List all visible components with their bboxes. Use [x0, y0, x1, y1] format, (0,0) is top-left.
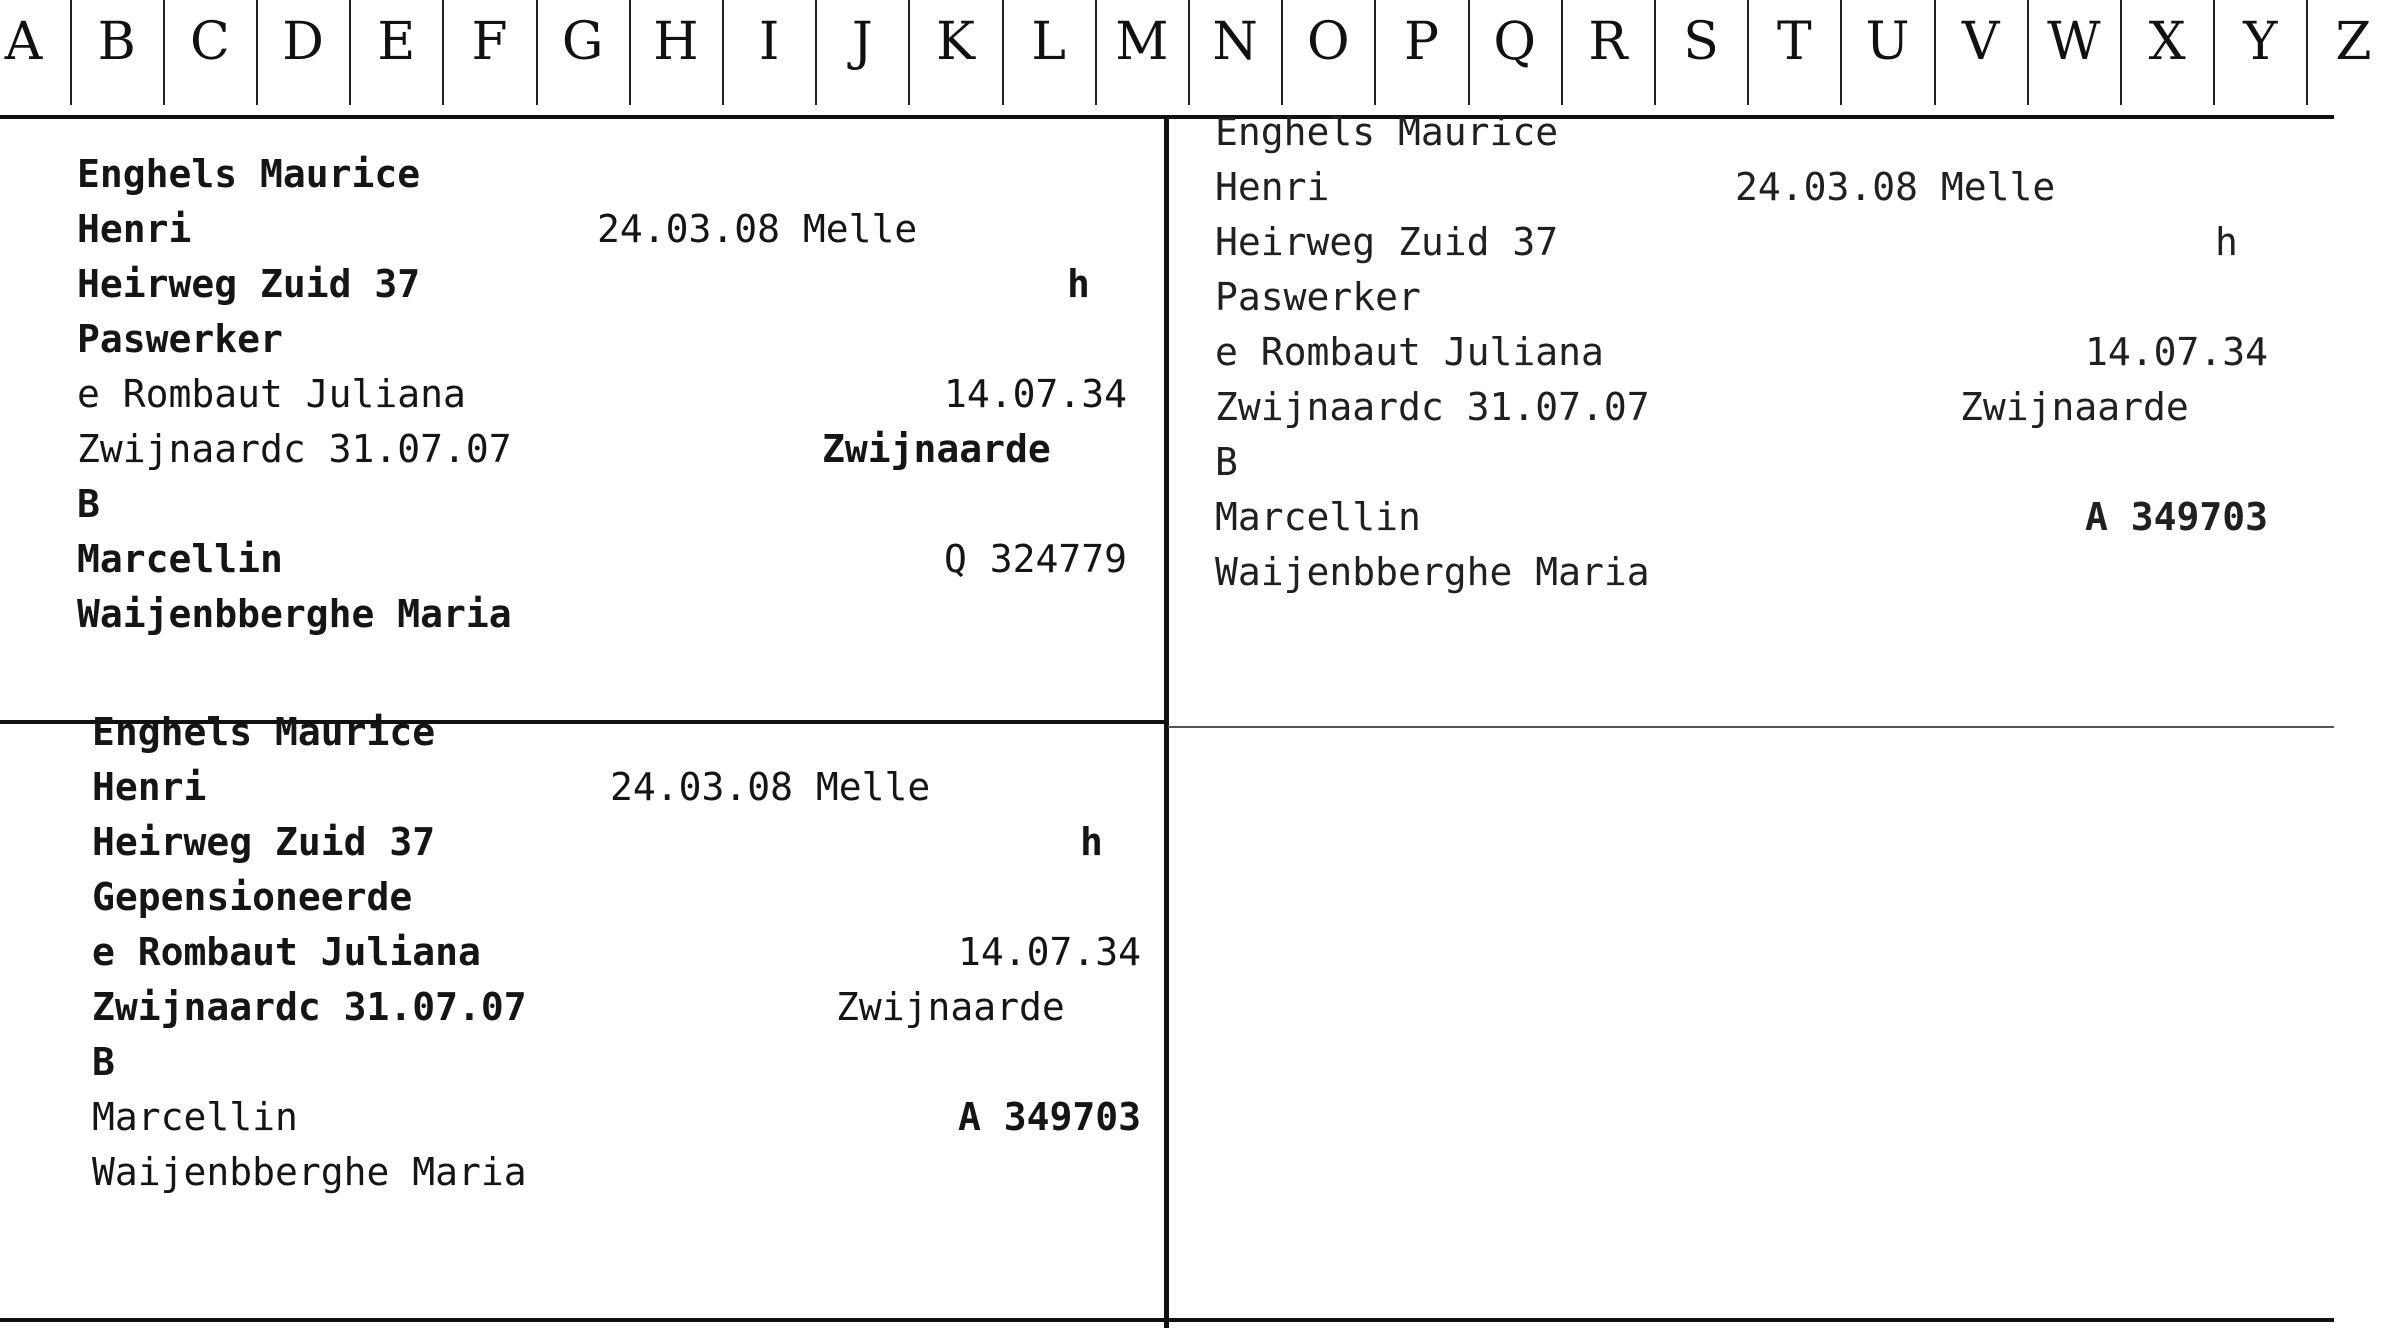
card-mark: h — [1067, 262, 1090, 306]
index-letter-cell — [1934, 0, 2027, 112]
card-first-name: Henri — [1215, 165, 1330, 209]
index-letter-cell — [1375, 0, 1468, 112]
card-spouse-birth: Zwijnaardc 31.07.07 — [77, 427, 512, 471]
index-letter: N — [1212, 12, 1258, 72]
index-letter-cell — [1189, 0, 1282, 112]
card-spouse-birth: Zwijnaardc 31.07.07 — [1215, 385, 1650, 429]
index-letter-cell — [723, 0, 816, 112]
card-first-name: Henri — [92, 765, 207, 809]
card-code: B — [1215, 440, 1238, 484]
card-name: Enghels Maurice — [77, 152, 421, 196]
card-marriage-date: 14.07.34 — [944, 372, 1128, 416]
card-first-name: Henri — [77, 207, 192, 251]
card-spouse: e Rombaut Juliana — [1215, 330, 1604, 374]
card-spouse: e Rombaut Juliana — [77, 372, 466, 416]
index-letter-cell — [1841, 0, 1934, 112]
card-spouse-place: Zwijnaarde — [822, 427, 1051, 471]
index-letter-cell — [1002, 0, 1095, 112]
index-letter-cell — [1748, 0, 1841, 112]
index-letter: W — [2047, 12, 2101, 72]
record-card-bottom-left — [92, 705, 1152, 1205]
card-spouse: e Rombaut Juliana — [92, 930, 481, 974]
index-letter: Y — [2243, 12, 2278, 72]
card-name: Enghels Maurice — [92, 710, 436, 754]
index-letter: P — [1404, 12, 1439, 72]
right-row-divider — [1168, 726, 2334, 728]
index-letter-cell — [909, 0, 1002, 112]
index-letter-cell — [629, 0, 722, 112]
index-letter-cell — [1655, 0, 1748, 112]
index-letter: K — [936, 12, 975, 72]
index-letter-cell — [1095, 0, 1188, 112]
index-letter-cell — [163, 0, 256, 112]
card-occupation: Paswerker — [1215, 275, 1421, 319]
card-address: Heirweg Zuid 37 — [1215, 220, 1559, 264]
card-birth: 24.03.08 Melle — [597, 207, 918, 251]
index-letter: J — [851, 12, 873, 72]
card-number: A 349703 — [958, 1095, 1142, 1139]
index-letter: E — [377, 12, 416, 72]
card-birth: 24.03.08 Melle — [610, 765, 931, 809]
index-letter-cell — [2027, 0, 2120, 112]
card-address: Heirweg Zuid 37 — [77, 262, 421, 306]
index-letter: G — [561, 12, 604, 72]
index-letter-cell — [350, 0, 443, 112]
card-mother: Waijenbberghe Maria — [77, 592, 512, 636]
index-letter: F — [471, 12, 508, 72]
card-occupation: Gepensioneerde — [92, 875, 413, 919]
index-letter-cell — [443, 0, 536, 112]
card-father: Marcellin — [1215, 495, 1421, 539]
card-mother: Waijenbberghe Maria — [92, 1150, 527, 1194]
index-letter: T — [1776, 12, 1812, 72]
index-letter-cell — [1561, 0, 1654, 112]
card-marriage-date: 14.07.34 — [2085, 330, 2269, 374]
bottom-rule — [0, 1318, 2334, 1322]
card-father: Marcellin — [92, 1095, 298, 1139]
card-spouse-place: Zwijnaarde — [1960, 385, 2189, 429]
index-letter-cell — [257, 0, 350, 112]
index-letter-cell — [536, 0, 629, 112]
index-letter-cell — [2121, 0, 2214, 112]
index-letter-cell — [70, 0, 163, 112]
index-letter-cell — [1468, 0, 1561, 112]
index-letter: I — [758, 12, 780, 72]
index-letter-cell — [2307, 0, 2400, 112]
index-letter: U — [1865, 12, 1910, 72]
card-mother: Waijenbberghe Maria — [1215, 550, 1650, 594]
index-letter: Q — [1493, 12, 1536, 72]
record-card-top-right — [1215, 105, 2315, 605]
card-father: Marcellin — [77, 537, 283, 581]
card-mark: h — [2215, 220, 2238, 264]
index-letter: M — [1115, 12, 1169, 72]
card-name: Enghels Maurice — [1215, 110, 1559, 154]
index-letter-cell — [1282, 0, 1375, 112]
card-spouse-birth: Zwijnaardc 31.07.07 — [92, 985, 527, 1029]
index-letter: L — [1031, 12, 1066, 72]
index-letter: V — [1961, 12, 2000, 72]
card-spouse-place: Zwijnaarde — [836, 985, 1065, 1029]
index-letter: H — [653, 12, 699, 72]
card-number: A 349703 — [2085, 495, 2269, 539]
card-code: B — [92, 1040, 115, 1084]
index-letter: O — [1306, 12, 1350, 72]
index-letter-cell — [816, 0, 909, 112]
card-address: Heirweg Zuid 37 — [92, 820, 436, 864]
index-letter-cell — [0, 0, 70, 112]
card-occupation: Paswerker — [77, 317, 283, 361]
index-letter: D — [282, 12, 324, 72]
record-card-top-left — [77, 147, 1147, 647]
card-birth: 24.03.08 Melle — [1735, 165, 2056, 209]
index-letter: A — [4, 12, 43, 72]
index-letter: X — [2148, 12, 2186, 72]
index-letter: B — [97, 12, 136, 72]
index-letter: S — [1683, 12, 1719, 72]
index-letter: C — [189, 12, 230, 72]
index-letter-cell — [2214, 0, 2307, 112]
card-mark: h — [1080, 820, 1103, 864]
alphabet-index-strip — [0, 0, 2372, 112]
card-number: Q 324779 — [944, 537, 1128, 581]
index-letter: R — [1588, 12, 1628, 72]
card-code: B — [77, 482, 100, 526]
card-marriage-date: 14.07.34 — [958, 930, 1142, 974]
index-letter: Z — [2335, 12, 2372, 72]
